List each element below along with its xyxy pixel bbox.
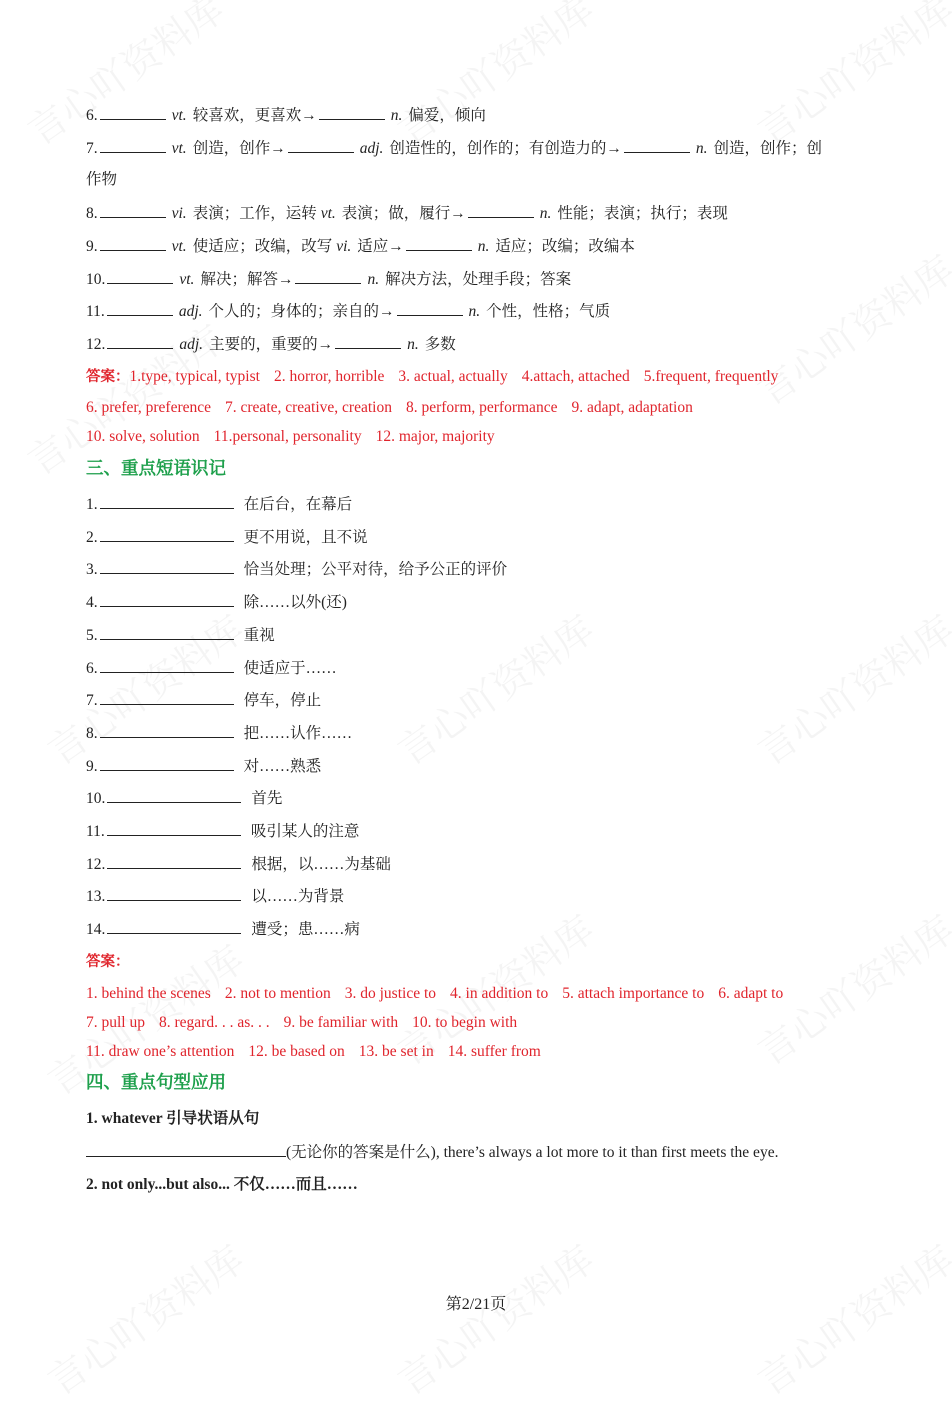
item-number: 4. (86, 594, 98, 612)
part-of-speech: vi. (336, 238, 352, 255)
answer-blank[interactable] (100, 690, 234, 705)
vocab-text: 性能；表演；执行；表现 (557, 205, 728, 222)
answer-blank[interactable] (397, 301, 463, 316)
part-of-speech: vt. (171, 238, 187, 255)
answer-item: 9. adapt, adaptation (571, 399, 693, 416)
answer-item: 13. be set in (358, 1043, 434, 1060)
answer-blank[interactable] (107, 301, 173, 316)
answer-blank[interactable] (100, 494, 234, 509)
vocab-text: 10. (86, 271, 106, 288)
section-title: 三、重点短语识记 (86, 459, 226, 479)
phrase-meaning: 在后台，在幕后 (243, 496, 353, 513)
answer-line (86, 1042, 555, 1062)
phrase-meaning: 更不用说，且不说 (243, 528, 368, 546)
answer-blank[interactable] (335, 334, 401, 349)
phrase-item (86, 625, 275, 646)
answer-blank[interactable] (100, 527, 234, 542)
phrase-item (86, 788, 282, 809)
answer-line (86, 1013, 531, 1033)
phrase-meaning: 吸引某人的注意 (250, 823, 360, 840)
phrase-item (86, 559, 507, 580)
phrase-meaning: 重视 (243, 626, 275, 644)
phrase-item (86, 854, 391, 875)
answer-item: 1.type, typical, typist (129, 368, 260, 385)
sentence-title (86, 1109, 259, 1129)
answer-item: 5.frequent, frequently (643, 368, 779, 385)
item-number: 10. (86, 790, 106, 808)
sentence-title-text: 1. whatever 引导状语从句 (86, 1110, 260, 1127)
answer-blank[interactable] (107, 919, 241, 934)
phrase-item (86, 886, 344, 907)
answer-blank[interactable] (100, 105, 166, 120)
phrase-meaning: 恰当处理；公平对待，给予公正的评价 (243, 561, 508, 579)
sentence-title (86, 1175, 358, 1195)
vocab-text: 7. (86, 140, 98, 157)
watermark-text (745, 240, 952, 416)
vocab-text: 偏爱，倾向 (408, 107, 486, 124)
vocab-item (86, 138, 822, 159)
phrase-item (86, 494, 352, 515)
answer-item: 2. horror, horrible (273, 368, 385, 385)
part-of-speech: vi. (171, 205, 187, 222)
answer-blank[interactable] (100, 203, 166, 218)
phrase-meaning: 遭受；患……病 (251, 921, 360, 939)
phrase-meaning: 首先 (251, 790, 283, 808)
answer-blank[interactable] (107, 886, 241, 901)
item-number: 13. (86, 888, 106, 906)
sentence-text: (无论你的答案是什么), there’s always a lot more to it than first meets the eye. (286, 1144, 779, 1161)
answer-blank[interactable] (100, 723, 234, 738)
answer-item: 4.attach, attached (521, 368, 630, 385)
answer-blank[interactable] (100, 559, 234, 574)
answer-label: 答案： (86, 954, 130, 970)
phrase-meaning: 根据，以……为基础 (251, 855, 391, 873)
answer-item: 7. create, creative, creation (225, 399, 392, 416)
answer-item: 3. do justice to (344, 985, 437, 1002)
watermark-text (385, 0, 603, 155)
vocab-text: 表演；工作，运转 (192, 205, 317, 222)
vocab-text: 适应；改编；改编本 (495, 238, 635, 255)
item-number: 7. (86, 692, 98, 710)
answer-item: 12. major, majority (375, 428, 495, 445)
vocab-text: 12. (86, 336, 106, 353)
answer-blank[interactable] (100, 625, 234, 640)
answer-item: 8. regard. . . as. . . (159, 1014, 270, 1031)
part-of-speech: adj. (178, 303, 203, 320)
vocab-text: 适应→ (357, 238, 404, 255)
answer-blank[interactable] (100, 592, 234, 607)
item-number: 14. (86, 921, 106, 939)
part-of-speech: n. (407, 336, 419, 353)
answer-item: 1. behind the scenes (86, 985, 211, 1002)
vocab-item (86, 236, 635, 257)
answer-blank[interactable] (100, 756, 234, 771)
answer-item: 11.personal, personality (213, 428, 362, 445)
part-of-speech: vt. (171, 107, 187, 124)
phrase-meaning: 把……认作…… (243, 724, 353, 742)
item-number: 2. (86, 528, 98, 546)
part-of-speech: n. (539, 205, 552, 222)
section-heading (86, 1073, 226, 1093)
vocab-text: 6. (86, 107, 98, 124)
part-of-speech: n. (477, 238, 490, 255)
phrase-item (86, 756, 321, 777)
answer-item: 8. perform, performance (405, 399, 558, 416)
answer-line (86, 984, 797, 1004)
answer-blank[interactable] (406, 236, 472, 251)
sentence-title-text: 2. not only...but also... 不仅……而且…… (86, 1176, 358, 1193)
vocab-item (86, 203, 728, 224)
part-of-speech: n. (367, 271, 380, 288)
item-number: 8. (86, 724, 98, 742)
answer-blank[interactable] (107, 854, 241, 869)
item-number: 3. (86, 561, 98, 579)
phrase-item (86, 592, 347, 613)
part-of-speech: vt. (171, 140, 187, 157)
item-number: 9. (86, 757, 98, 775)
answer-item: 7. pull up (86, 1014, 145, 1031)
answer-item: 2. not to mention (224, 985, 331, 1002)
item-number: 6. (86, 659, 98, 677)
vocab-item (86, 269, 571, 290)
answer-item: 14. suffer from (447, 1043, 541, 1060)
vocab-text: 个性，性格；气质 (486, 303, 611, 320)
answer-blank[interactable] (468, 203, 534, 218)
vocab-text: 使适应；改编，改写 (192, 238, 333, 255)
watermark-text (35, 1230, 253, 1405)
phrase-meaning: 停车，停止 (243, 692, 322, 710)
watermark-text (745, 1230, 952, 1405)
answer-item: 9. be familiar with (283, 1014, 399, 1031)
part-of-speech: adj. (179, 336, 204, 353)
watermark-text (745, 600, 952, 776)
vocab-text: 8. (86, 205, 98, 222)
part-of-speech: n. (695, 140, 708, 157)
item-number: 11. (86, 823, 105, 840)
answer-blank[interactable] (107, 788, 241, 803)
phrase-meaning: 对……熟悉 (243, 757, 322, 775)
answer-blank[interactable] (107, 334, 173, 349)
vocab-text: 解决方法，处理手段；答案 (385, 271, 572, 288)
section-heading (86, 459, 226, 479)
vocab-item (86, 170, 117, 190)
answer-item: 11. draw one’s attention (86, 1043, 235, 1060)
part-of-speech: vt. (320, 205, 336, 222)
vocab-text: 创造，创作；创 (713, 140, 823, 157)
answer-item: 4. in addition to (450, 985, 549, 1002)
vocab-item (86, 105, 486, 126)
part-of-speech: n. (468, 303, 481, 320)
answer-blank[interactable] (295, 269, 361, 284)
phrase-item (86, 919, 360, 940)
vocab-text: 表演；做，履行→ (341, 205, 466, 222)
phrase-item (86, 723, 352, 744)
watermark-text (15, 0, 233, 155)
section-title: 四、重点句型应用 (86, 1073, 226, 1093)
item-number: 12. (86, 855, 106, 873)
phrase-meaning: 除……以外(还) (243, 594, 347, 612)
answer-item: 12. be based on (248, 1043, 345, 1060)
vocab-text: 11. (86, 303, 105, 320)
answer-item: 3. actual, actually (398, 368, 508, 385)
vocab-text: 主要的，重要的→ (209, 336, 334, 353)
page-number: 第2/21页 (445, 1296, 507, 1313)
answer-blank[interactable] (86, 1142, 286, 1157)
answer-item: 10. to begin with (412, 1014, 518, 1031)
answer-blank[interactable] (100, 236, 166, 251)
answer-blank[interactable] (319, 105, 385, 120)
vocab-text: 创造性的，创作的；有创造力的→ (389, 140, 622, 157)
answer-item: 10. solve, solution (86, 428, 200, 445)
sentence-item (86, 1142, 778, 1163)
answer-blank[interactable] (100, 658, 234, 673)
answer-line (86, 367, 792, 387)
answer-blank[interactable] (107, 269, 173, 284)
vocab-text: 多数 (424, 336, 456, 353)
answer-heading (86, 952, 130, 972)
watermark-text (745, 0, 952, 155)
vocab-item (86, 301, 610, 322)
vocab-item (86, 334, 456, 355)
part-of-speech: adj. (359, 140, 384, 157)
watermark-text (385, 1230, 603, 1405)
answer-blank[interactable] (100, 138, 166, 153)
phrase-item (86, 821, 359, 842)
phrase-item (86, 690, 321, 711)
vocab-text: 解决；解答→ (200, 271, 294, 288)
answer-item: 5. attach importance to (562, 985, 705, 1002)
watermark-text (385, 600, 603, 776)
vocab-text: 较喜欢，更喜欢→ (192, 107, 317, 124)
answer-line (86, 427, 509, 447)
phrase-item (86, 658, 337, 679)
vocab-text: 9. (86, 238, 98, 255)
part-of-speech: vt. (179, 271, 195, 288)
phrase-item (86, 527, 368, 548)
answer-blank[interactable] (288, 138, 354, 153)
phrase-meaning: 使适应于…… (243, 659, 337, 677)
vocab-text: 创造，创作→ (192, 140, 286, 157)
answer-blank[interactable] (107, 821, 241, 836)
phrase-meaning: 以……为背景 (251, 888, 345, 906)
vocab-text: 个人的；身体的；亲自的→ (208, 303, 395, 320)
item-number: 5. (86, 626, 98, 644)
answer-blank[interactable] (624, 138, 690, 153)
item-number: 1. (86, 496, 98, 513)
answer-line (86, 398, 707, 418)
vocab-text: 作物 (86, 171, 118, 188)
answer-item: 6. prefer, preference (86, 399, 212, 416)
answer-item: 6. adapt to (718, 985, 784, 1002)
part-of-speech: n. (390, 107, 403, 124)
answer-label: 答案： (86, 369, 130, 385)
